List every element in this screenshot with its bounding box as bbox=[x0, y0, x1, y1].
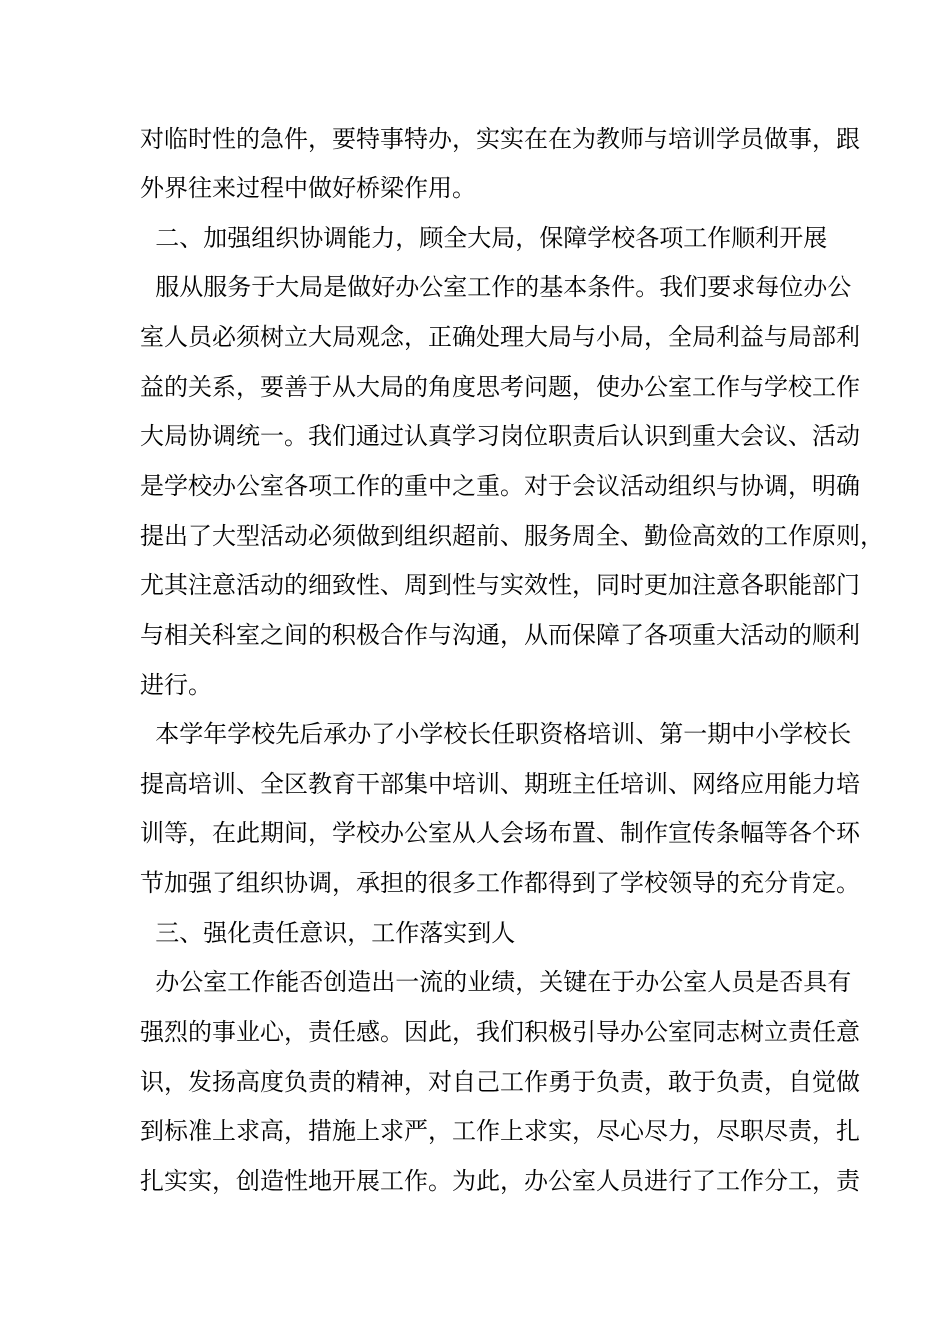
text-line: 节加强了组织协调，承担的很多工作都得到了学校领导的充分肯定。 bbox=[140, 869, 860, 897]
text-line: 到标准上求高，措施上求严，工作上求实，尽心尽力，尽职尽责，扎 bbox=[140, 1117, 860, 1145]
text-line: 识，发扬高度负责的精神，对自己工作勇于负责，敢于负责，自觉做 bbox=[140, 1068, 860, 1096]
text-line: 办公室工作能否创造出一流的业绩，关键在于办公室人员是否具有 bbox=[140, 968, 852, 996]
text-line: 尤其注意活动的细致性、周到性与实效性，同时更加注意各职能部门 bbox=[140, 571, 860, 599]
text-line: 提高培训、全区教育干部集中培训、期班主任培训、网络应用能力培 bbox=[140, 770, 860, 798]
section-heading: 二、加强组织协调能力，顾全大局，保障学校各项工作顺利开展 bbox=[140, 224, 828, 252]
text-line: 益的关系，要善于从大局的角度思考问题，使办公室工作与学校工作 bbox=[140, 373, 860, 401]
text-line: 室人员必须树立大局观念，正确处理大局与小局，全局利益与局部利 bbox=[140, 323, 860, 351]
section-heading: 三、强化责任意识，工作落实到人 bbox=[140, 919, 516, 947]
text-line: 提出了大型活动必须做到组织超前、服务周全、勤俭高效的工作原则， bbox=[140, 522, 884, 550]
text-line: 本学年学校先后承办了小学校长任职资格培训、第一期中小学校长 bbox=[140, 720, 852, 748]
text-line: 训等，在此期间，学校办公室从人会场布置、制作宣传条幅等各个环 bbox=[140, 819, 860, 847]
text-line: 大局协调统一。我们通过认真学习岗位职责后认识到重大会议、活动 bbox=[140, 422, 860, 450]
text-line: 进行。 bbox=[140, 671, 212, 699]
text-line: 对临时性的急件，要特事特办，实实在在为教师与培训学员做事，跟 bbox=[140, 125, 860, 153]
text-line: 外界往来过程中做好桥梁作用。 bbox=[140, 174, 476, 202]
text-line: 是学校办公室各项工作的重中之重。对于会议活动组织与协调，明确 bbox=[140, 472, 860, 500]
text-line: 扎实实，创造性地开展工作。为此，办公室人员进行了工作分工，责 bbox=[140, 1167, 860, 1195]
text-line: 强烈的事业心，责任感。因此，我们积极引导办公室同志树立责任意 bbox=[140, 1018, 860, 1046]
text-line: 服从服务于大局是做好办公室工作的基本条件。我们要求每位办公 bbox=[140, 273, 852, 301]
text-line: 与相关科室之间的积极合作与沟通，从而保障了各项重大活动的顺利 bbox=[140, 621, 860, 649]
